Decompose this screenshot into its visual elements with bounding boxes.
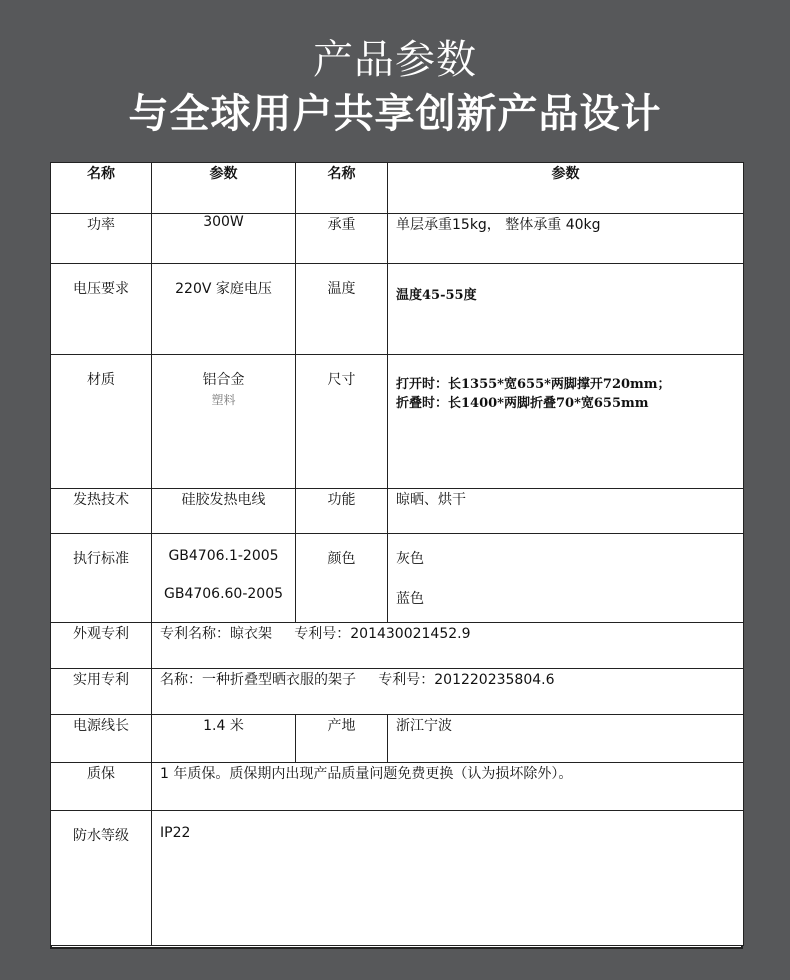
- temp-value: 温度45-55度: [396, 288, 477, 303]
- table-header-row: [51, 163, 744, 214]
- header-name-1: 名称: [51, 163, 152, 214]
- design-patent-label: 外观专利: [51, 623, 152, 669]
- table-row: [51, 623, 744, 669]
- utility-patent-value: 名称：一种折叠型晒衣服的架子 专利号：201220235804.6: [152, 669, 744, 715]
- table-row: [51, 715, 744, 763]
- table-row: [51, 489, 744, 534]
- table-row: [51, 534, 744, 623]
- waterproof-value: IP22: [160, 825, 191, 841]
- cord-value: 1.4 米: [152, 715, 296, 763]
- color-value-2: 蓝色: [396, 591, 424, 607]
- spec-table: [50, 162, 744, 946]
- table-row: [51, 669, 744, 715]
- origin-label: 产地: [296, 715, 388, 763]
- function-value: 晾晒、烘干: [388, 489, 744, 534]
- page-title: 产品参数: [313, 37, 477, 83]
- color-value-1: 灰色: [396, 551, 424, 567]
- page-subtitle: 与全球用户共享创新产品设计: [128, 91, 662, 137]
- heat-value: 硅胶发热电线: [152, 489, 296, 534]
- table-row: [51, 214, 744, 264]
- load-value: 单层承重15kg， 整体承重 40kg: [388, 214, 744, 264]
- origin-value: 浙江宁波: [388, 715, 744, 763]
- standard-label: 执行标准: [73, 551, 129, 567]
- table-row: [51, 355, 744, 489]
- function-label: 功能: [296, 489, 388, 534]
- load-label: 承重: [296, 214, 388, 264]
- material-label: 材质: [87, 372, 115, 388]
- material-value-2: 塑料: [211, 393, 236, 407]
- header-name-2: 名称: [296, 163, 388, 214]
- header-param-1: 参数: [152, 163, 296, 214]
- size-open: 打开时：长1355*宽655*两脚撑开720mm；: [396, 377, 671, 392]
- design-patent-value: 专利名称：晾衣架 专利号：201430021452.9: [152, 623, 744, 669]
- material-value-1: 铝合金: [202, 372, 245, 388]
- voltage-value: 220V 家庭电压: [175, 281, 272, 297]
- temp-label: 温度: [327, 281, 356, 297]
- table-row: [51, 811, 744, 946]
- heat-label: 发热技术: [51, 489, 152, 534]
- standard-value-1: GB4706.1-2005: [168, 548, 279, 564]
- standard-value-2: GB4706.60-2005: [163, 586, 284, 602]
- power-value: 300W: [152, 214, 296, 264]
- waterproof-label: 防水等级: [73, 828, 129, 844]
- cord-label: 电源线长: [51, 715, 152, 763]
- table-row: [51, 763, 744, 811]
- warranty-value: 1 年质保。质保期内出现产品质量问题免费更换（认为损坏除外）。: [152, 763, 744, 811]
- size-folded: 折叠时：长1400*两脚折叠70*宽655mm: [396, 396, 649, 411]
- table-row: [51, 264, 744, 355]
- utility-patent-label: 实用专利: [51, 669, 152, 715]
- size-label: 尺寸: [327, 372, 356, 388]
- warranty-label: 质保: [51, 763, 152, 811]
- header-param-2: 参数: [388, 163, 744, 214]
- voltage-label: 电压要求: [73, 281, 129, 297]
- color-label: 颜色: [327, 551, 356, 567]
- power-label: 功率: [51, 214, 152, 264]
